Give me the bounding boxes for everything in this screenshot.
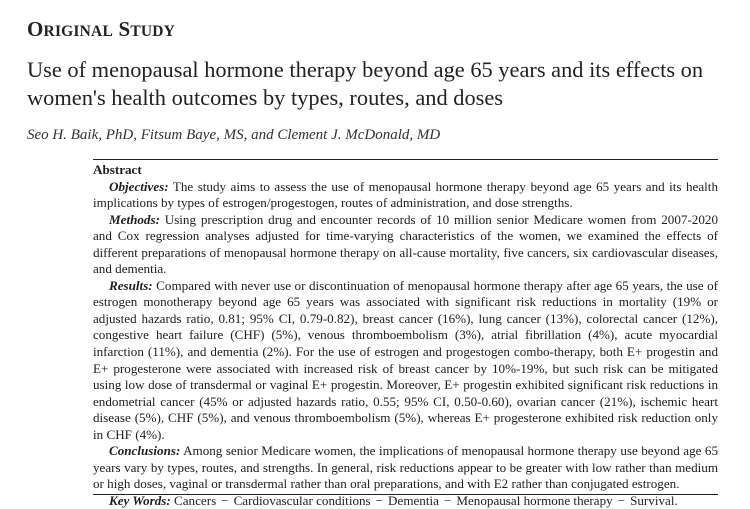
- keyword-separator: −: [617, 492, 626, 508]
- keyword-separator: −: [443, 492, 452, 508]
- abstract-top-rule: [93, 159, 718, 160]
- section-label-cap-1: O: [27, 17, 44, 41]
- methods-label: Methods:: [109, 211, 160, 227]
- keyword: Dementia: [388, 492, 439, 508]
- results-text: Compared with never use or discontinuation of menopausal hormone therapy after age 65 years, the use of estrogen monotherapy beyond age 65 years was associated with significant risk reductions in mortality (19% or adjusted hazards ratio, 0.81; 95% CI, 0.79-0.82), breast cancer (16%), lung cancer (13%), colorectal cancer (12%), congestive heart failure (CHF) (5%), venous thromboembolism (3%), atrial fibrillation (4%), acute myocardial infarction (11%), and dementia (2%). For the use of estrogen and progestogen combo-therapy, both E+ progestin and E+ progesterone were associated with increased risk of breast cancer by 10%-19%, but such risk can be mitigated using low dose of transdermal or vaginal E+ progestin. Moreover, E+ progestin exhibited significant risk reductions in endometrial cancer (45% or adjusted hazards ratio, 0.55; 95% CI, 0.50-0.60), ovarian cancer (21%), ischemic heart disease (5%), CHF (5%), and venous thromboembolism (5%), whereas E+ progesterone exhibited risk reduction only in CHF (4%).: [93, 277, 718, 442]
- abstract-block: [93, 162, 718, 509]
- abstract-bottom-rule: [93, 494, 718, 495]
- keyword: Menopausal hormone therapy: [456, 492, 613, 508]
- section-label-cap-2: S: [118, 17, 131, 41]
- abstract-heading: Abstract: [93, 162, 142, 177]
- conclusions-label: Conclusions:: [109, 443, 181, 459]
- abstract-keywords: [93, 493, 718, 509]
- keywords-label: Key Words:: [109, 492, 171, 508]
- keywords-list: [174, 493, 678, 508]
- keyword: Cardiovascular conditions: [233, 492, 371, 508]
- section-label: [27, 17, 175, 42]
- keyword-separator: −: [375, 492, 384, 508]
- keyword: Cancers: [174, 492, 217, 508]
- article-title: Use of menopausal hormone therapy beyond age 65 years and its effects on women's health outcomes by types, routes, and doses: [27, 57, 704, 110]
- methods-text: Using prescription drug and encounter records of 10 million senior Medicare women from 2007-2020 and Cox regression analyses adjusted for time-varying characteristics of the women, we examined the effects of different preparations of menopausal hormone therapy on all-cause mortality, five cancers, six cardiovascular diseases, and dementia.: [93, 211, 718, 277]
- objectives-label: Objectives:: [109, 178, 169, 194]
- abstract-methods: [93, 212, 718, 278]
- author-list: Seo H. Baik, PhD, Fitsum Baye, MS, and Clement J. McDonald, MD: [27, 127, 441, 143]
- section-label-rest-1: RIGINAL: [43, 23, 113, 40]
- keyword: Survival.: [630, 492, 678, 508]
- keyword-separator: −: [221, 492, 229, 508]
- abstract-conclusions: [93, 443, 718, 493]
- abstract-objectives: [93, 179, 718, 212]
- objectives-text: The study aims to assess the use of menopausal hormone therapy beyond age 65 years and its health implications by types of estrogen/progestogen, routes of administration, and dose strengths.: [93, 178, 718, 211]
- conclusions-text: Among senior Medicare women, the implications of menopausal hormone therapy use beyond age 65 years vary by types, routes, and strengths. In general, risk reductions appear to be greater with low rather than medium or high doses, vaginal or transdermal rather than oral preparations, and with E2 rather than conjugated estrogen.: [93, 443, 718, 492]
- results-label: Results:: [109, 277, 153, 293]
- section-label-rest-2: TUDY: [130, 23, 176, 40]
- abstract-results: [93, 278, 718, 443]
